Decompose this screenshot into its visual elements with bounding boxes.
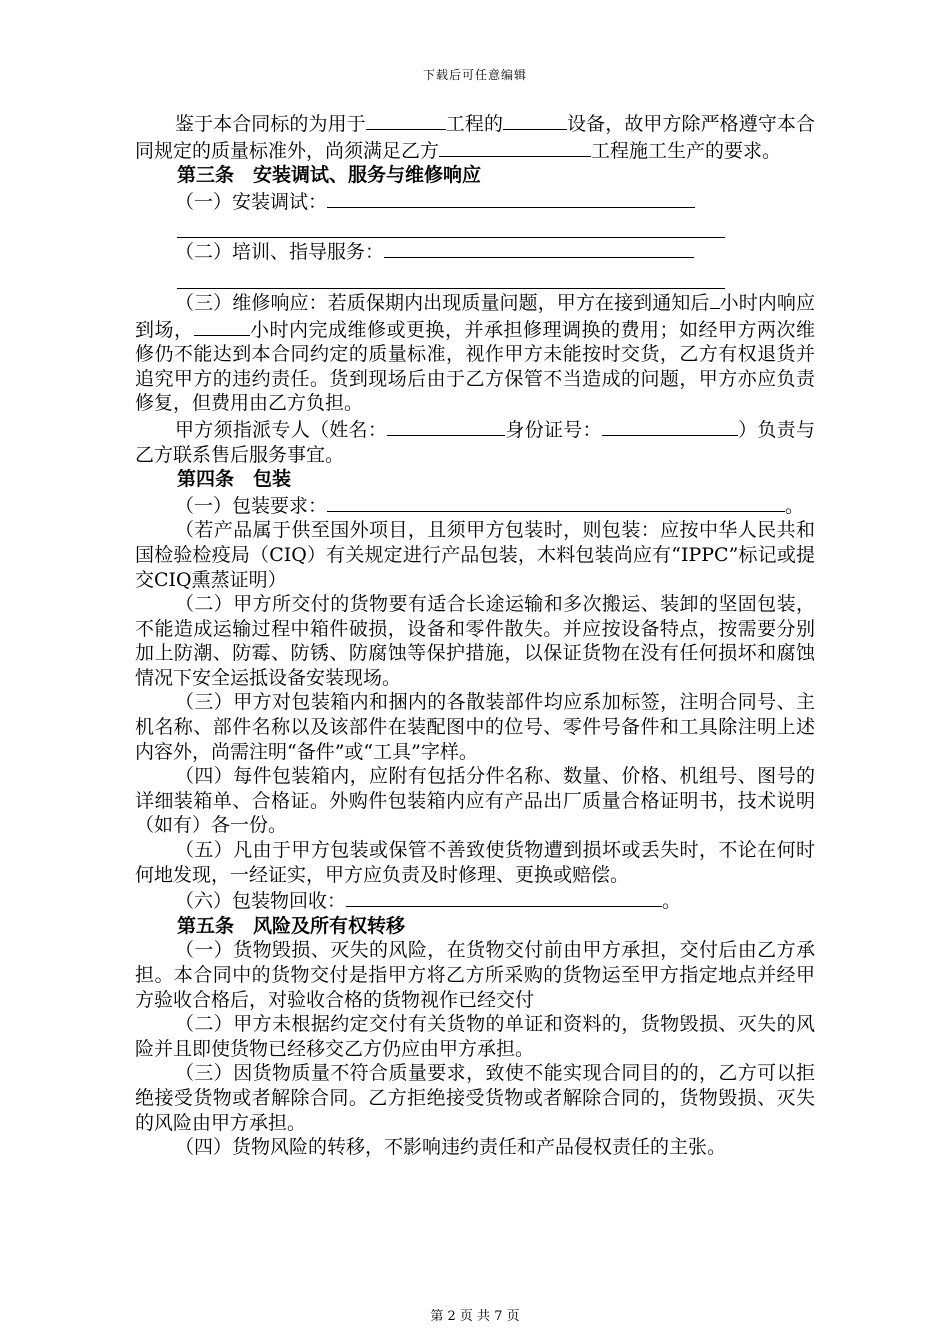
contract-body bbox=[135, 110, 815, 1160]
item-packing-note: （若产品属于供至国外项目，且须甲方包装时，则包装：应按中华人民共和国检验检疫局（CIQ）有关规定进行产品包装，木料包装尚应有“IPPC”标记或提交CIQ熏蒸证明） bbox=[135, 519, 815, 591]
blank-project[interactable] bbox=[366, 110, 446, 130]
item-packing-5: （五）凡由于甲方包装或保管不善致使货物遭到损坏或丢失时，不论在何时何地发现，一经证实，甲方应负责及时修理、更换或赔偿。 bbox=[135, 839, 815, 886]
blank-response-hours[interactable] bbox=[710, 289, 720, 309]
page-footer: 第 2 页 共 7 页 bbox=[430, 1309, 520, 1324]
item-contact: 甲方须指派专人（姓名： 身份证号： ）负责与乙方联系售后服务事宜。 bbox=[135, 416, 815, 467]
blank-packing-req[interactable] bbox=[327, 492, 785, 512]
item-packing-req: （一）包装要求： 。 bbox=[135, 492, 815, 519]
article-3-title: 第三条 安装调试、服务与维修响应 bbox=[177, 164, 482, 187]
item-packing-3: （三）甲方对包装箱内和捆内的各散装部件均应系加标签，注明合同号、主机名称、部件名称以及该部件在装配图中的位号、零件号备件和工具除注明上述内容外，尚需注明“备件”或“工具”字样。 bbox=[135, 691, 815, 763]
blank-construction[interactable] bbox=[439, 137, 591, 157]
blank-id-number[interactable] bbox=[602, 416, 738, 436]
item-packing-4: （四）每件包装箱内，应附有包括分件名称、数量、价格、机组号、图号的详细装箱单、合格证。外购件包装箱内应有产品出厂质量合格证明书，技术说明（如有）各一份。 bbox=[135, 765, 815, 837]
blank-install-line2[interactable] bbox=[177, 218, 725, 238]
item-repair: （三）维修响应：若质保期内出现质量问题，甲方在接到通知后 小时内响应到场， 小时内完成维修或更换，并承担修理调换的费用；如经甲方两次维修仍不能达到本合同约定的质量标准，视作甲方未能按时交货，乙方有权退货并追究甲方的违约责任。货到现场后由于乙方保管不当造成的问题，甲方亦应负责修复，但费用由乙方负担。 bbox=[135, 289, 815, 416]
blank-name[interactable] bbox=[387, 416, 505, 436]
item-packing-2: （二）甲方所交付的货物要有适合长途运输和多次搬运、装卸的坚固包装，不能造成运输过程中箱件破损，设备和零件散失。并应按设备特点，按需要分别加上防潮、防霉、防锈、防腐蚀等保护措施，以保证货物在没有任何损坏和腐蚀情况下安全运抵设备安装现场。 bbox=[135, 593, 815, 689]
page-header: 下载后可任意编辑 bbox=[422, 68, 527, 82]
item-risk-3: （三）因货物质量不符合质量要求，致使不能实现合同目的的，乙方可以拒绝接受货物或者解除合同。乙方拒绝接受货物或者解除合同的，货物毁损、灭失的风险由甲方承担。 bbox=[135, 1062, 815, 1134]
item-packing-recycle: （六）包装物回收： 。 bbox=[135, 887, 815, 914]
item-risk-1: （一）货物毁损、灭失的风险，在货物交付前由甲方承担，交付后由乙方承担。本合同中的货物交付是指甲方将乙方所采购的货物运至甲方指定地点并经甲方验收合格后，对验收合格的货物视作已经交付 bbox=[135, 939, 815, 1011]
article-5-title: 第五条 风险及所有权转移 bbox=[177, 914, 406, 937]
item-install: （一）安装调试： bbox=[135, 188, 815, 215]
blank-training[interactable] bbox=[384, 238, 694, 258]
item-risk-4: （四）货物风险的转移，不影响违约责任和产品侵权责任的主张。 bbox=[175, 1136, 727, 1159]
blank-equipment[interactable] bbox=[503, 110, 567, 130]
blank-repair-hours[interactable] bbox=[194, 316, 250, 336]
paragraph-intro: 鉴于本合同标的为用于 工程的 设备，故甲方除严格遵守本合同规定的质量标准外，尚须满足乙方 工程施工生产的要求。 bbox=[135, 110, 815, 163]
article-4-title: 第四条 包装 bbox=[177, 468, 292, 491]
blank-packing-recycle[interactable] bbox=[346, 887, 662, 907]
blank-install[interactable] bbox=[327, 188, 695, 208]
item-training: （二）培训、指导服务： bbox=[135, 238, 815, 265]
item-risk-2: （二）甲方未根据约定交付有关货物的单证和资料的，货物毁损、灭失的风险并且即使货物已经移交乙方仍应由甲方承担。 bbox=[135, 1013, 815, 1060]
blank-training-line2[interactable] bbox=[177, 269, 725, 289]
